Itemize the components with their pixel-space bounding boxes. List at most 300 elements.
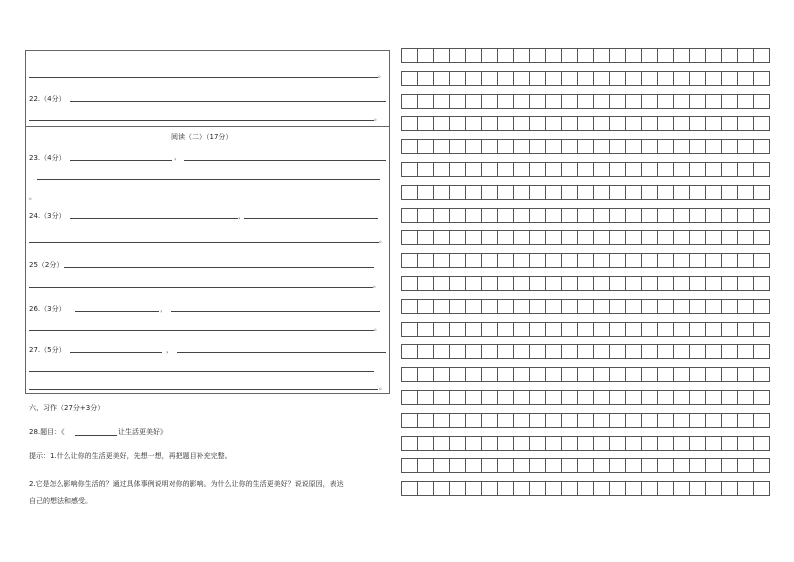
grid-cell[interactable] <box>706 163 722 176</box>
grid-cell[interactable] <box>514 345 530 358</box>
grid-cell[interactable] <box>450 300 466 313</box>
grid-cell[interactable] <box>754 482 769 495</box>
grid-cell[interactable] <box>642 95 658 108</box>
grid-cell[interactable] <box>434 49 450 62</box>
grid-cell[interactable] <box>594 437 610 450</box>
grid-cell[interactable] <box>466 391 482 404</box>
grid-cell[interactable] <box>594 300 610 313</box>
answer-line[interactable] <box>70 218 238 219</box>
grid-cell[interactable] <box>482 163 498 176</box>
grid-cell[interactable] <box>642 209 658 222</box>
grid-cell[interactable] <box>562 277 578 290</box>
grid-cell[interactable] <box>530 323 546 336</box>
grid-cell[interactable] <box>626 345 642 358</box>
grid-cell[interactable] <box>754 254 769 267</box>
grid-cell[interactable] <box>594 163 610 176</box>
grid-cell[interactable] <box>434 482 450 495</box>
grid-cell[interactable] <box>450 437 466 450</box>
grid-cell[interactable] <box>418 482 434 495</box>
grid-cell[interactable] <box>738 391 754 404</box>
grid-cell[interactable] <box>514 414 530 427</box>
grid-cell[interactable] <box>674 231 690 244</box>
grid-cell[interactable] <box>434 459 450 472</box>
grid-cell[interactable] <box>482 345 498 358</box>
grid-cell[interactable] <box>514 95 530 108</box>
grid-cell[interactable] <box>738 49 754 62</box>
grid-cell[interactable] <box>578 163 594 176</box>
grid-cell[interactable] <box>498 95 514 108</box>
grid-cell[interactable] <box>658 345 674 358</box>
grid-cell[interactable] <box>418 231 434 244</box>
grid-cell[interactable] <box>658 391 674 404</box>
grid-cell[interactable] <box>738 95 754 108</box>
grid-cell[interactable] <box>546 323 562 336</box>
grid-cell[interactable] <box>690 117 706 130</box>
grid-cell[interactable] <box>418 300 434 313</box>
grid-cell[interactable] <box>498 345 514 358</box>
grid-cell[interactable] <box>626 482 642 495</box>
grid-cell[interactable] <box>514 300 530 313</box>
grid-cell[interactable] <box>722 482 738 495</box>
grid-cell[interactable] <box>642 163 658 176</box>
grid-cell[interactable] <box>754 117 769 130</box>
grid-cell[interactable] <box>610 323 626 336</box>
grid-cell[interactable] <box>578 186 594 199</box>
grid-cell[interactable] <box>578 231 594 244</box>
grid-cell[interactable] <box>530 209 546 222</box>
grid-cell[interactable] <box>466 254 482 267</box>
grid-cell[interactable] <box>754 368 769 381</box>
grid-cell[interactable] <box>594 95 610 108</box>
grid-cell[interactable] <box>738 482 754 495</box>
grid-cell[interactable] <box>578 277 594 290</box>
grid-cell[interactable] <box>466 437 482 450</box>
grid-cell[interactable] <box>754 391 769 404</box>
grid-cell[interactable] <box>530 391 546 404</box>
grid-cell[interactable] <box>738 277 754 290</box>
grid-cell[interactable] <box>722 437 738 450</box>
grid-cell[interactable] <box>514 140 530 153</box>
grid-cell[interactable] <box>418 437 434 450</box>
grid-cell[interactable] <box>754 140 769 153</box>
grid-cell[interactable] <box>482 459 498 472</box>
grid-cell[interactable] <box>610 482 626 495</box>
grid-cell[interactable] <box>418 95 434 108</box>
grid-cell[interactable] <box>738 209 754 222</box>
grid-cell[interactable] <box>722 231 738 244</box>
grid-cell[interactable] <box>594 49 610 62</box>
grid-cell[interactable] <box>594 391 610 404</box>
grid-cell[interactable] <box>402 209 418 222</box>
grid-cell[interactable] <box>706 391 722 404</box>
grid-cell[interactable] <box>434 254 450 267</box>
grid-cell[interactable] <box>546 72 562 85</box>
grid-cell[interactable] <box>562 72 578 85</box>
grid-cell[interactable] <box>498 323 514 336</box>
grid-cell[interactable] <box>594 254 610 267</box>
grid-cell[interactable] <box>642 345 658 358</box>
grid-cell[interactable] <box>402 391 418 404</box>
grid-cell[interactable] <box>466 368 482 381</box>
grid-cell[interactable] <box>530 437 546 450</box>
grid-cell[interactable] <box>546 482 562 495</box>
grid-cell[interactable] <box>562 345 578 358</box>
grid-cell[interactable] <box>738 254 754 267</box>
grid-cell[interactable] <box>722 209 738 222</box>
grid-cell[interactable] <box>498 391 514 404</box>
grid-cell[interactable] <box>482 186 498 199</box>
grid-cell[interactable] <box>562 95 578 108</box>
grid-cell[interactable] <box>450 163 466 176</box>
grid-cell[interactable] <box>674 186 690 199</box>
grid-cell[interactable] <box>418 209 434 222</box>
grid-cell[interactable] <box>706 209 722 222</box>
grid-cell[interactable] <box>610 437 626 450</box>
answer-line[interactable] <box>75 311 159 312</box>
grid-cell[interactable] <box>706 186 722 199</box>
grid-cell[interactable] <box>498 49 514 62</box>
grid-cell[interactable] <box>594 368 610 381</box>
grid-cell[interactable] <box>418 117 434 130</box>
grid-cell[interactable] <box>562 368 578 381</box>
grid-cell[interactable] <box>514 391 530 404</box>
grid-cell[interactable] <box>434 117 450 130</box>
grid-cell[interactable] <box>754 49 769 62</box>
grid-cell[interactable] <box>434 186 450 199</box>
grid-cell[interactable] <box>450 209 466 222</box>
grid-cell[interactable] <box>450 414 466 427</box>
grid-cell[interactable] <box>434 72 450 85</box>
grid-cell[interactable] <box>754 209 769 222</box>
grid-cell[interactable] <box>658 140 674 153</box>
grid-cell[interactable] <box>706 277 722 290</box>
grid-cell[interactable] <box>690 49 706 62</box>
grid-cell[interactable] <box>578 117 594 130</box>
grid-cell[interactable] <box>434 437 450 450</box>
grid-cell[interactable] <box>658 414 674 427</box>
grid-cell[interactable] <box>610 300 626 313</box>
grid-cell[interactable] <box>450 254 466 267</box>
grid-cell[interactable] <box>706 345 722 358</box>
grid-cell[interactable] <box>418 391 434 404</box>
grid-cell[interactable] <box>626 414 642 427</box>
grid-cell[interactable] <box>482 209 498 222</box>
grid-cell[interactable] <box>610 459 626 472</box>
grid-cell[interactable] <box>546 459 562 472</box>
grid-cell[interactable] <box>610 277 626 290</box>
grid-cell[interactable] <box>642 140 658 153</box>
grid-cell[interactable] <box>402 277 418 290</box>
grid-cell[interactable] <box>514 254 530 267</box>
grid-cell[interactable] <box>482 231 498 244</box>
grid-cell[interactable] <box>626 437 642 450</box>
answer-line[interactable] <box>29 287 373 288</box>
grid-cell[interactable] <box>626 323 642 336</box>
grid-cell[interactable] <box>674 117 690 130</box>
grid-cell[interactable] <box>610 140 626 153</box>
grid-cell[interactable] <box>738 163 754 176</box>
grid-cell[interactable] <box>530 49 546 62</box>
grid-cell[interactable] <box>466 186 482 199</box>
grid-cell[interactable] <box>754 414 769 427</box>
answer-line[interactable] <box>171 311 380 312</box>
grid-cell[interactable] <box>738 437 754 450</box>
grid-cell[interactable] <box>434 277 450 290</box>
grid-cell[interactable] <box>450 186 466 199</box>
grid-cell[interactable] <box>754 231 769 244</box>
grid-cell[interactable] <box>722 117 738 130</box>
grid-cell[interactable] <box>754 345 769 358</box>
grid-cell[interactable] <box>658 49 674 62</box>
grid-cell[interactable] <box>754 323 769 336</box>
grid-cell[interactable] <box>466 231 482 244</box>
grid-cell[interactable] <box>562 414 578 427</box>
grid-cell[interactable] <box>498 459 514 472</box>
grid-cell[interactable] <box>642 300 658 313</box>
grid-cell[interactable] <box>482 391 498 404</box>
grid-cell[interactable] <box>434 231 450 244</box>
grid-cell[interactable] <box>722 254 738 267</box>
grid-cell[interactable] <box>498 414 514 427</box>
grid-cell[interactable] <box>642 368 658 381</box>
grid-cell[interactable] <box>578 254 594 267</box>
grid-cell[interactable] <box>642 437 658 450</box>
grid-cell[interactable] <box>530 277 546 290</box>
grid-cell[interactable] <box>626 163 642 176</box>
grid-cell[interactable] <box>418 72 434 85</box>
grid-cell[interactable] <box>626 391 642 404</box>
grid-cell[interactable] <box>466 345 482 358</box>
grid-cell[interactable] <box>738 140 754 153</box>
grid-cell[interactable] <box>738 300 754 313</box>
grid-cell[interactable] <box>402 231 418 244</box>
grid-cell[interactable] <box>546 209 562 222</box>
grid-cell[interactable] <box>610 391 626 404</box>
grid-cell[interactable] <box>658 323 674 336</box>
grid-cell[interactable] <box>626 368 642 381</box>
grid-cell[interactable] <box>402 482 418 495</box>
grid-cell[interactable] <box>562 459 578 472</box>
grid-cell[interactable] <box>530 414 546 427</box>
grid-cell[interactable] <box>546 300 562 313</box>
grid-cell[interactable] <box>738 323 754 336</box>
grid-cell[interactable] <box>578 482 594 495</box>
grid-cell[interactable] <box>610 117 626 130</box>
grid-cell[interactable] <box>738 231 754 244</box>
grid-cell[interactable] <box>722 300 738 313</box>
grid-cell[interactable] <box>706 437 722 450</box>
grid-cell[interactable] <box>546 186 562 199</box>
grid-cell[interactable] <box>514 72 530 85</box>
grid-cell[interactable] <box>674 277 690 290</box>
grid-cell[interactable] <box>578 459 594 472</box>
grid-cell[interactable] <box>418 459 434 472</box>
grid-cell[interactable] <box>482 140 498 153</box>
answer-line[interactable] <box>29 371 374 372</box>
grid-cell[interactable] <box>546 368 562 381</box>
grid-cell[interactable] <box>754 95 769 108</box>
grid-cell[interactable] <box>434 323 450 336</box>
grid-cell[interactable] <box>674 391 690 404</box>
grid-cell[interactable] <box>578 300 594 313</box>
grid-cell[interactable] <box>530 368 546 381</box>
grid-cell[interactable] <box>610 368 626 381</box>
grid-cell[interactable] <box>674 368 690 381</box>
grid-cell[interactable] <box>482 95 498 108</box>
grid-cell[interactable] <box>658 186 674 199</box>
grid-cell[interactable] <box>706 323 722 336</box>
grid-cell[interactable] <box>706 254 722 267</box>
grid-cell[interactable] <box>722 49 738 62</box>
grid-cell[interactable] <box>498 72 514 85</box>
grid-cell[interactable] <box>418 277 434 290</box>
grid-cell[interactable] <box>642 459 658 472</box>
title-blank-line[interactable] <box>75 435 117 436</box>
grid-cell[interactable] <box>754 437 769 450</box>
grid-cell[interactable] <box>450 140 466 153</box>
grid-cell[interactable] <box>754 163 769 176</box>
grid-cell[interactable] <box>626 277 642 290</box>
grid-cell[interactable] <box>498 163 514 176</box>
answer-line[interactable] <box>70 352 162 353</box>
grid-cell[interactable] <box>418 368 434 381</box>
grid-cell[interactable] <box>418 49 434 62</box>
grid-cell[interactable] <box>738 345 754 358</box>
grid-cell[interactable] <box>498 437 514 450</box>
grid-cell[interactable] <box>402 345 418 358</box>
grid-cell[interactable] <box>498 117 514 130</box>
grid-cell[interactable] <box>626 117 642 130</box>
grid-cell[interactable] <box>498 300 514 313</box>
grid-cell[interactable] <box>674 140 690 153</box>
grid-cell[interactable] <box>562 254 578 267</box>
grid-cell[interactable] <box>690 254 706 267</box>
grid-cell[interactable] <box>658 117 674 130</box>
grid-cell[interactable] <box>562 209 578 222</box>
grid-cell[interactable] <box>498 209 514 222</box>
grid-cell[interactable] <box>690 163 706 176</box>
grid-cell[interactable] <box>642 254 658 267</box>
grid-cell[interactable] <box>402 368 418 381</box>
grid-cell[interactable] <box>402 95 418 108</box>
grid-cell[interactable] <box>626 72 642 85</box>
grid-cell[interactable] <box>642 72 658 85</box>
grid-cell[interactable] <box>690 459 706 472</box>
grid-cell[interactable] <box>546 437 562 450</box>
grid-cell[interactable] <box>690 345 706 358</box>
grid-cell[interactable] <box>722 186 738 199</box>
grid-cell[interactable] <box>578 345 594 358</box>
grid-cell[interactable] <box>738 117 754 130</box>
grid-cell[interactable] <box>642 117 658 130</box>
grid-cell[interactable] <box>562 300 578 313</box>
grid-cell[interactable] <box>690 209 706 222</box>
grid-cell[interactable] <box>466 95 482 108</box>
grid-cell[interactable] <box>706 368 722 381</box>
grid-cell[interactable] <box>562 140 578 153</box>
grid-cell[interactable] <box>402 437 418 450</box>
grid-cell[interactable] <box>434 368 450 381</box>
grid-cell[interactable] <box>466 72 482 85</box>
grid-cell[interactable] <box>594 186 610 199</box>
grid-cell[interactable] <box>546 95 562 108</box>
grid-cell[interactable] <box>434 163 450 176</box>
grid-cell[interactable] <box>530 186 546 199</box>
grid-cell[interactable] <box>450 459 466 472</box>
grid-cell[interactable] <box>546 345 562 358</box>
grid-cell[interactable] <box>466 323 482 336</box>
grid-cell[interactable] <box>610 163 626 176</box>
grid-cell[interactable] <box>418 345 434 358</box>
answer-line[interactable] <box>29 77 378 78</box>
grid-cell[interactable] <box>722 345 738 358</box>
grid-cell[interactable] <box>450 323 466 336</box>
grid-cell[interactable] <box>594 72 610 85</box>
grid-cell[interactable] <box>706 482 722 495</box>
grid-cell[interactable] <box>562 231 578 244</box>
grid-cell[interactable] <box>514 437 530 450</box>
grid-cell[interactable] <box>674 459 690 472</box>
grid-cell[interactable] <box>578 391 594 404</box>
grid-cell[interactable] <box>514 323 530 336</box>
grid-cell[interactable] <box>578 209 594 222</box>
grid-cell[interactable] <box>498 186 514 199</box>
grid-cell[interactable] <box>418 414 434 427</box>
grid-cell[interactable] <box>658 459 674 472</box>
grid-cell[interactable] <box>562 482 578 495</box>
grid-cell[interactable] <box>578 49 594 62</box>
grid-cell[interactable] <box>402 49 418 62</box>
grid-cell[interactable] <box>626 95 642 108</box>
grid-cell[interactable] <box>498 140 514 153</box>
grid-cell[interactable] <box>562 186 578 199</box>
grid-cell[interactable] <box>482 72 498 85</box>
grid-cell[interactable] <box>626 300 642 313</box>
grid-cell[interactable] <box>530 163 546 176</box>
grid-cell[interactable] <box>674 95 690 108</box>
grid-cell[interactable] <box>578 414 594 427</box>
grid-cell[interactable] <box>466 49 482 62</box>
grid-cell[interactable] <box>690 231 706 244</box>
grid-cell[interactable] <box>594 323 610 336</box>
grid-cell[interactable] <box>594 277 610 290</box>
grid-cell[interactable] <box>418 140 434 153</box>
grid-cell[interactable] <box>754 459 769 472</box>
grid-cell[interactable] <box>690 414 706 427</box>
grid-cell[interactable] <box>530 459 546 472</box>
grid-cell[interactable] <box>722 391 738 404</box>
grid-cell[interactable] <box>530 482 546 495</box>
grid-cell[interactable] <box>434 140 450 153</box>
grid-cell[interactable] <box>754 186 769 199</box>
grid-cell[interactable] <box>466 459 482 472</box>
grid-cell[interactable] <box>466 117 482 130</box>
grid-cell[interactable] <box>658 72 674 85</box>
grid-cell[interactable] <box>674 49 690 62</box>
grid-cell[interactable] <box>706 95 722 108</box>
grid-cell[interactable] <box>450 345 466 358</box>
grid-cell[interactable] <box>658 368 674 381</box>
grid-cell[interactable] <box>498 254 514 267</box>
grid-cell[interactable] <box>402 186 418 199</box>
answer-line[interactable] <box>70 101 386 102</box>
grid-cell[interactable] <box>562 49 578 62</box>
grid-cell[interactable] <box>594 140 610 153</box>
grid-cell[interactable] <box>658 209 674 222</box>
grid-cell[interactable] <box>706 231 722 244</box>
answer-line[interactable] <box>184 160 386 161</box>
grid-cell[interactable] <box>450 117 466 130</box>
